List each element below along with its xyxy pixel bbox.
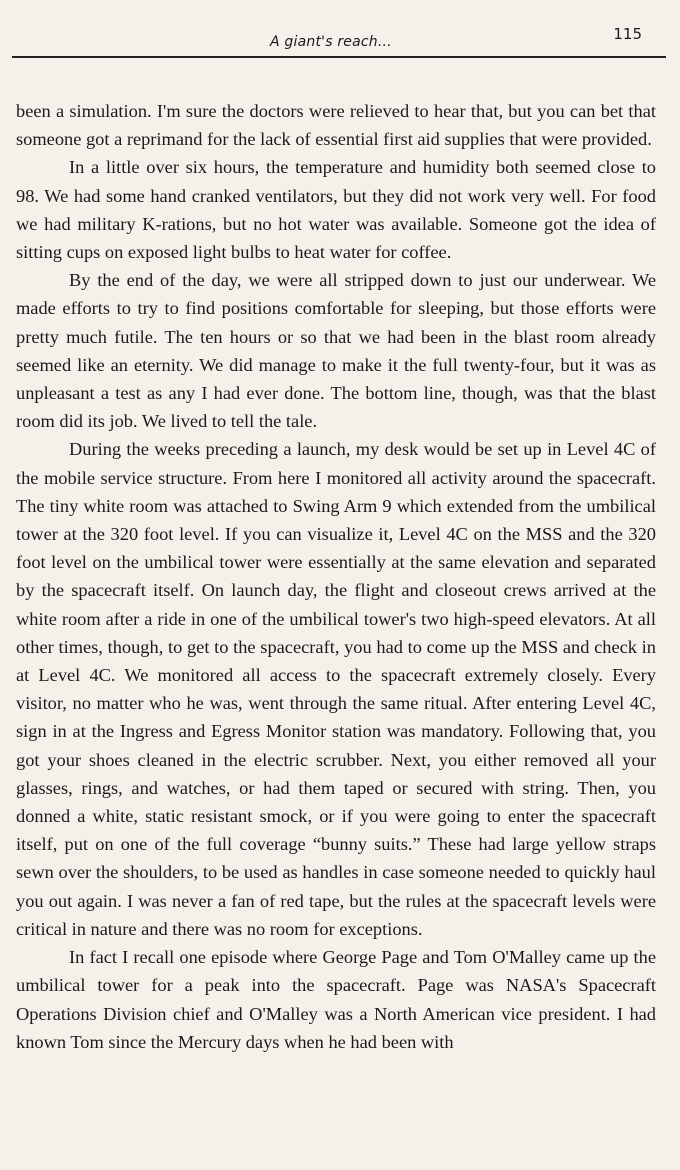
paragraph-level-4c: During the weeks preceding a launch, my desk would be set up in Level 4C of the mobile service structure. From here I monitored all activity around the spacecraft. The tiny white room was attached to Swing Arm 9 which extended from the umbilical tower at the 320 foot level. If you can visualize it, Level 4C on the MSS and the 320 foot level on the umbilical tower were essentially at the same elevation and separated by the spacecraft itself. On launch day, the flight and closeout crews arrived at the white room after a ride in one of the umbilical tower's two high-speed elevators. At all other times, though, to get to the spacecraft, you had to come up the MSS and check in at Level 4C. We monitored all access to the spacecraft extremely closely. Every visitor, no matter who he was, went through the same ritual. After entering Level 4C, sign in at the Ingress and Egress Monitor station was mandatory. Following that, you got your shoes cleaned in the electric scrubber. Next, you either removed all your glasses, rings, and watches, or had them taped or secured with string. Then, you donned a white, static resistant smock, or if you were going to enter the spacecraft itself, put on one of the full coverage “bunny suits.” These had large yellow straps sewn over the shoulders, to be used as handles in case someone needed to quickly haul you out again. I was never a fan of red tape, but the rules at the spacecraft levels were critical in nature and there was no room for exceptions. [16,439,656,939]
running-head-title: A giant's reach... [270,34,392,50]
paragraph-end-of-day: By the end of the day, we were all stripped down to just our underwear. We made efforts to try to find positions comfortable for sleeping, but those efforts were pretty much futile. The ten hours or so that we had been in the blast room already seemed like an eternity. We did manage to make it the full twenty-four, but it was as unpleasant a test as any I had ever done. The bottom line, though, was that the blast room did its job. We lived to tell the tale. [16,270,656,432]
paragraph-page-omalley: In fact I recall one episode where George Page and Tom O'Malley came up the umbilical tower for a peak into the spacecraft. Page was NASA's Spacecraft Operations Division chief and O'Malley was a North American vice president. I had known Tom since the Mercury days when he had been with [16,947,656,1052]
paragraph-continued: been a simulation. I'm sure the doctors were relieved to hear that, but you can bet that someone got a reprimand for the lack of essential first aid supplies that were provided. [16,101,656,150]
page-number: 115 [613,25,642,43]
header-rule [12,56,666,58]
paragraph-temperature: In a little over six hours, the temperature and humidity both seemed close to 98. We had some hand cranked ventilators, but they did not work very well. For food we had military K-rations, but no hot water was available. Someone got the idea of sitting cups on exposed light bulbs to heat water for coffee. [16,157,656,263]
body-text [16,97,656,1056]
